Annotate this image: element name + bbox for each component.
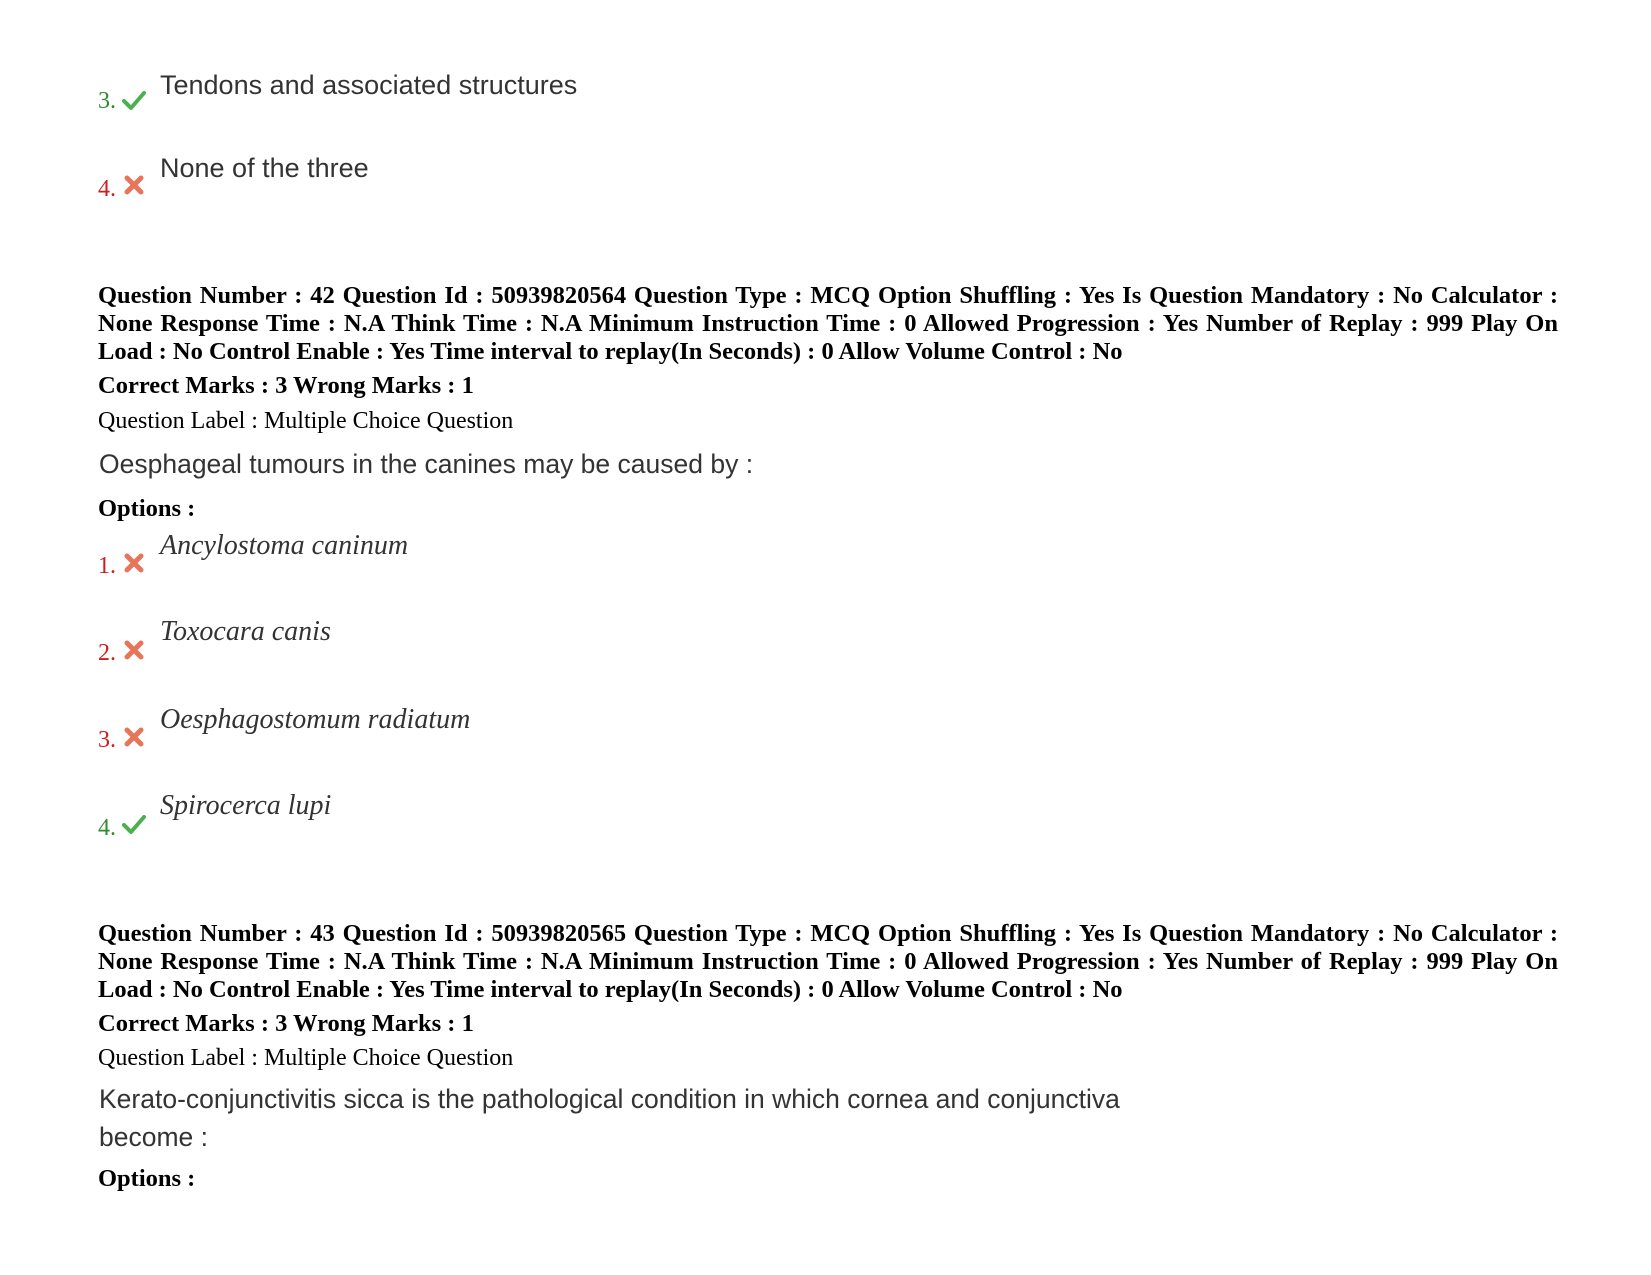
question-text-line-1: Kerato-conjunctivitis sicca is the pathological condition in which cornea and conjunctiva <box>99 1084 1120 1114</box>
cross-icon <box>122 551 146 575</box>
question-text-line-2: become : <box>99 1122 209 1152</box>
cross-icon <box>122 638 146 662</box>
option-number: 2. <box>98 640 116 666</box>
cross-icon <box>122 725 146 749</box>
option-text: Spirocerca lupi <box>160 790 332 821</box>
check-icon <box>122 88 146 112</box>
question-meta: Question Number : 42 Question Id : 50939820564 Question Type : MCQ Option Shuffling : Yes Is Question Mandatory : No Calculator : None Response Time : N.A Think Time : N.A Minimum Instruction Time : 0 Allowed Progression : Yes Number of Replay : 999 Play On Load : No Control Enable : Yes Time interval to replay(In Seconds) : 0 Allow Volume Control : No <box>98 282 1558 365</box>
option-text: Oesphagostomum radiatum <box>160 704 471 735</box>
option-number: 4. <box>98 176 116 202</box>
check-icon <box>122 812 146 836</box>
option-number: 3. <box>98 88 116 114</box>
question-label: Question Label : Multiple Choice Question <box>98 1045 514 1071</box>
option-text: Toxocara canis <box>160 616 331 647</box>
question-label: Question Label : Multiple Choice Question <box>98 408 514 434</box>
option-number: 1. <box>98 553 116 579</box>
marks-info: Correct Marks : 3 Wrong Marks : 1 <box>98 372 474 399</box>
options-heading: Options : <box>98 495 196 522</box>
question-text: Oesphageal tumours in the canines may be caused by : <box>99 449 754 479</box>
cross-icon <box>122 173 146 197</box>
option-text: None of the three <box>160 153 369 183</box>
question-meta: Question Number : 43 Question Id : 50939820565 Question Type : MCQ Option Shuffling : Yes Is Question Mandatory : No Calculator : None Response Time : N.A Think Time : N.A Minimum Instruction Time : 0 Allowed Progression : Yes Number of Replay : 999 Play On Load : No Control Enable : Yes Time interval to replay(In Seconds) : 0 Allow Volume Control : No <box>98 920 1558 1003</box>
marks-info: Correct Marks : 3 Wrong Marks : 1 <box>98 1010 474 1037</box>
option-number: 4. <box>98 815 116 841</box>
option-text: Ancylostoma caninum <box>160 530 409 561</box>
option-number: 3. <box>98 727 116 753</box>
option-text: Tendons and associated structures <box>160 70 578 100</box>
options-heading: Options : <box>98 1165 196 1192</box>
